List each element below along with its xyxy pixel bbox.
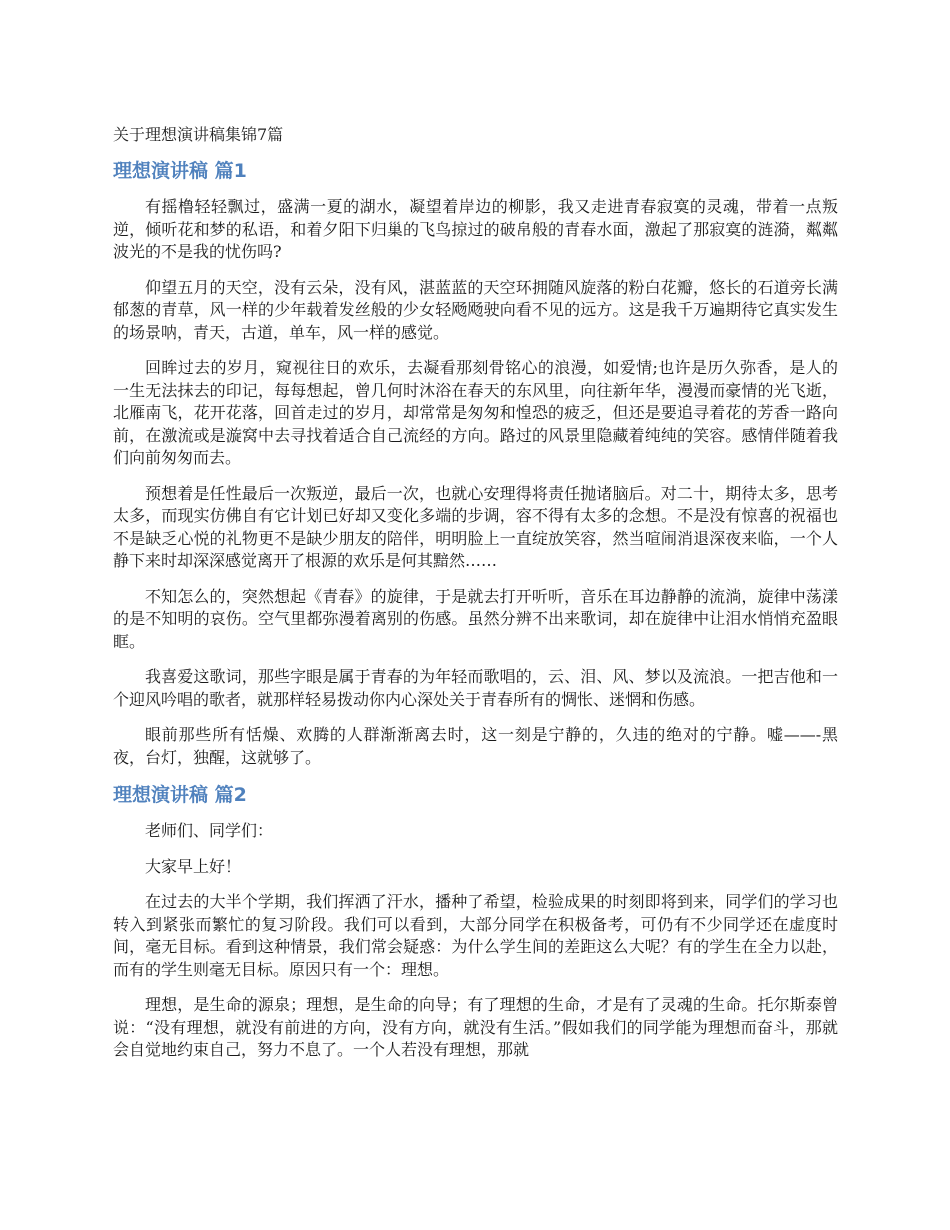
- section-2: [113, 782, 838, 1062]
- paragraph: 理想，是生命的源泉；理想，是生命的向导；有了理想的生命，才是有了灵魂的生命。托尔斯泰曾说：“没有理想，就没有前进的方向，没有方向，就没有生活。”假如我们的同学能为理想而奋斗，那就会自觉地约束自己，努力不息了。一个人若没有理想，那就: [113, 995, 838, 1059]
- document-title: 关于理想演讲稿集锦7篇: [113, 125, 284, 144]
- paragraph: 在过去的大半个学期，我们挥洒了汗水，播种了希望，检验成果的时刻即将到来，同学们的学习也转入到紧张而繁忙的复习阶段。我们可以看到，大部分同学在积极备考，可仍有不少同学还在虚度时间，毫无目标。看到这种情景，我们常会疑惑：为什么学生间的差距这么大呢？有的学生在全力以赴，而有的学生则毫无目标。原因只有一个：理想。: [113, 892, 838, 979]
- paragraph: 预想着是任性最后一次叛逆，最后一次，也就心安理得将责任抛诸脑后。对二十，期待太多，思考太多，而现实仿佛自有它计划已好却又变化多端的步调，容不得有太多的念想。不是没有惊喜的祝福也不是缺乏心悦的礼物更不是缺少朋友的陪伴，明明脸上一直绽放笑容，然当喧闹消退深夜来临，一个人静下来时却深深感觉离开了根源的欢乐是何其黯然……: [113, 483, 838, 570]
- section-1: [113, 158, 838, 769]
- paragraph: 有摇橹轻轻飘过，盛满一夏的湖水，凝望着岸边的柳影，我又走进青春寂寞的灵魂，带着一点叛逆，倾听花和梦的私语，和着夕阳下归巢的飞鸟掠过的破帛般的青春水面，激起了那寂寞的涟漪，粼粼波光的不是我的忧伤吗?: [113, 197, 838, 261]
- section-heading: 理想演讲稿 篇2: [113, 784, 247, 806]
- document-page: [113, 122, 838, 1075]
- paragraph: 我喜爱这歌词，那些字眼是属于青春的为年轻而歌唱的，云、泪、风、梦以及流浪。一把吉他和一个迎风吟唱的歌者，就那样轻易拨动你内心深处关于青春所有的惆怅、迷惘和伤感。: [113, 667, 838, 709]
- paragraph: 回眸过去的岁月，窥视往日的欢乐，去凝看那刻骨铭心的浪漫，如爱情;也许是历久弥香，是人的一生无法抹去的印记，每每想起，曾几何时沐浴在春天的东风里，向往新年华，漫漫而豪情的光飞逝，北雁南飞，花开花落，回首走过的岁月，却常常是匆匆和惶恐的疲乏，但还是要追寻着花的芳香一路向前，在激流或是漩窝中去寻找着适合自己流经的方向。路过的风景里隐藏着纯纯的笑容。感情伴随着我们向前匆匆而去。: [113, 358, 838, 467]
- paragraph: 眼前那些所有恬燥、欢腾的人群渐渐离去时，这一刻是宁静的，久违的绝对的宁静。嘘——-黑夜，台灯，独醒，这就够了。: [113, 725, 838, 767]
- paragraph: 仰望五月的天空，没有云朵，没有风，湛蓝蓝的天空环拥随风旋落的粉白花瓣，悠长的石道旁长满郁葱的青草，风一样的少年载着发丝般的少女轻飏飏驶向看不见的远方。这是我千万遍期待它真实发生的场景呐，青天，古道，单车，风一样的感觉。: [113, 277, 838, 342]
- paragraph: 不知怎么的，突然想起《青春》的旋律，于是就去打开听听，音乐在耳边静静的流淌，旋律中荡漾的是不知明的哀伤。空气里都弥漫着离别的伤感。虽然分辨不出来歌词，却在旋律中让泪水悄悄充盈眼眶。: [113, 586, 838, 651]
- section-heading: 理想演讲稿 篇1: [113, 160, 247, 182]
- paragraph: 大家早上好！: [145, 856, 242, 876]
- paragraph: 老师们、同学们：: [145, 821, 274, 840]
